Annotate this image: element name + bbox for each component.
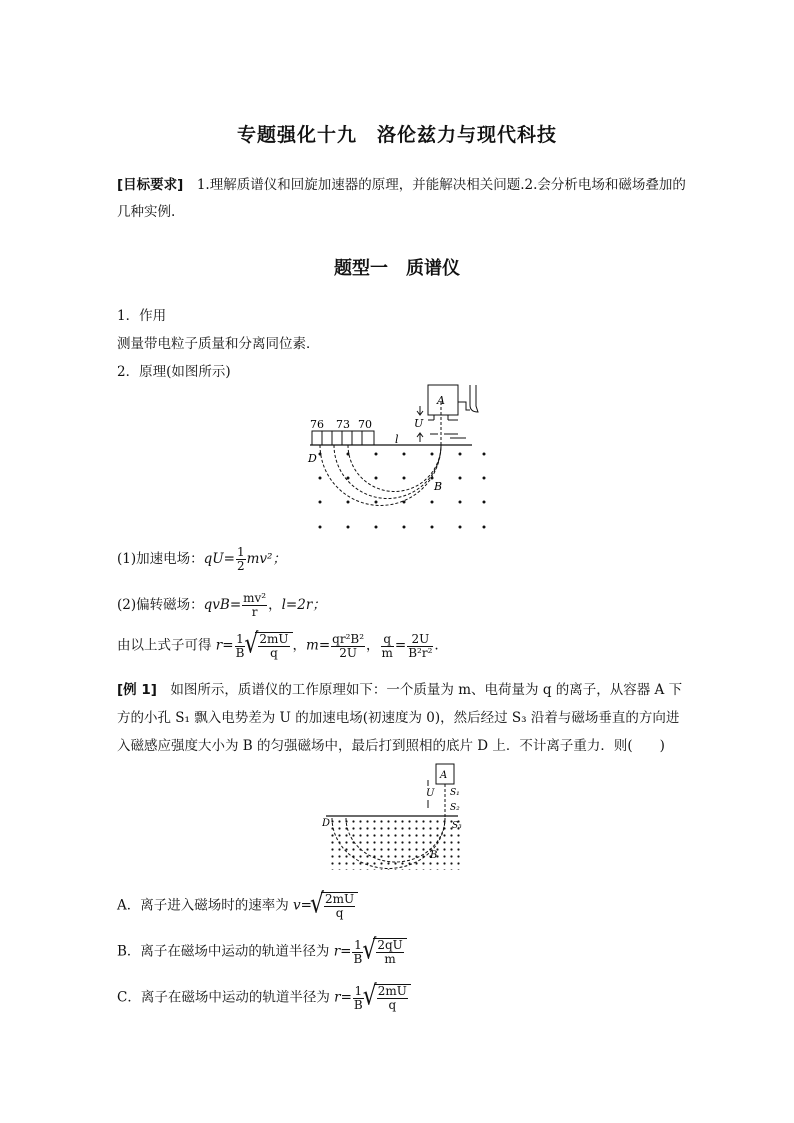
label-a: A bbox=[437, 394, 445, 407]
example-1 bbox=[117, 676, 687, 760]
mass-spectrometer-figure-2 bbox=[322, 762, 472, 874]
goal-tag: [目标要求] bbox=[117, 177, 184, 193]
page-title: 专题强化十九 洛伦兹力与现代科技 bbox=[236, 124, 557, 146]
fig2-label-b: B bbox=[430, 850, 438, 861]
trajectory-inner bbox=[348, 445, 441, 492]
option-c: C．离子在磁场中运动的轨道半径为 r= $\frac{1}{B}$ √ $\frac{2mU}{q}$ bbox=[117, 984, 411, 1012]
goal-text: 1.理解质谱仪和回旋加速器的原理，并能解决相关问题.2.会分析电场和磁场叠加的几种实例. bbox=[117, 177, 686, 220]
option-b: B．离子在磁场中运动的轨道半径为 r= $\frac{1}{B}$ √ $\frac{2qU}{m}$ bbox=[117, 938, 407, 966]
label-b: B bbox=[434, 480, 443, 493]
label-l: l bbox=[395, 433, 399, 446]
item1-body: 测量带电粒子质量和分离同位素． bbox=[117, 336, 320, 352]
label-u: U bbox=[414, 417, 424, 430]
fig2-label-s1: S₁ bbox=[450, 788, 460, 798]
photo-plate bbox=[312, 431, 374, 445]
fig2-label-s2: S₂ bbox=[450, 803, 460, 813]
trajectory-outer bbox=[320, 445, 441, 505]
formula-derived: 由以上式子可得 r= $\frac{1}{B}$ √ $\frac{2mU}{q}$ ，m= $\frac{\text{qr²B²}}{2U}$ ， $\frac{q}{m}$ = $\frac{2U}{\text{B²r²}}$ . bbox=[117, 632, 439, 660]
formula-accelerating-field: (1)加速电场：qU= $\frac{1}{2}$ mv²； bbox=[117, 545, 286, 573]
example-tag: [例 1] bbox=[117, 682, 157, 698]
label-73: 73 bbox=[336, 418, 350, 431]
fig2-label-u: U bbox=[426, 788, 435, 799]
formula-deflecting-field: (2)偏转磁场：qvB= $\frac{\text{mv²}}{r}$ ，l=2r； bbox=[117, 591, 326, 619]
label-76: 76 bbox=[310, 418, 324, 431]
label-70: 70 bbox=[358, 418, 372, 431]
mass-spectrometer-figure-1 bbox=[300, 380, 500, 535]
item1-head: 1．作用 bbox=[117, 308, 167, 324]
fig2-label-a: A bbox=[440, 770, 448, 781]
plate-labels bbox=[310, 418, 372, 431]
example-text: 如图所示，质谱仪的工作原理如下：一个质量为 m、电荷量为 q 的离子，从容器 A 下方的小孔 S₁ 飘入电势差为 U 的加速电场(初速度为 0)，然后经过 S₃ 沿着与磁场垂直的方向进入磁感应强度大小为 B 的匀强磁场中，最后打到照相的底片 D 上．不计离子重力．则( ) bbox=[117, 682, 683, 754]
label-d: D bbox=[308, 452, 317, 465]
option-a: A．离子进入磁场时的速率为 v= √ $\frac{2mU}{q}$ bbox=[117, 892, 358, 920]
goal-paragraph bbox=[117, 172, 687, 226]
fig2-label-d: D bbox=[322, 818, 331, 829]
item2-head: 2．原理(如图所示) bbox=[117, 364, 231, 380]
section-heading: 题型一 质谱仪 bbox=[334, 258, 460, 279]
